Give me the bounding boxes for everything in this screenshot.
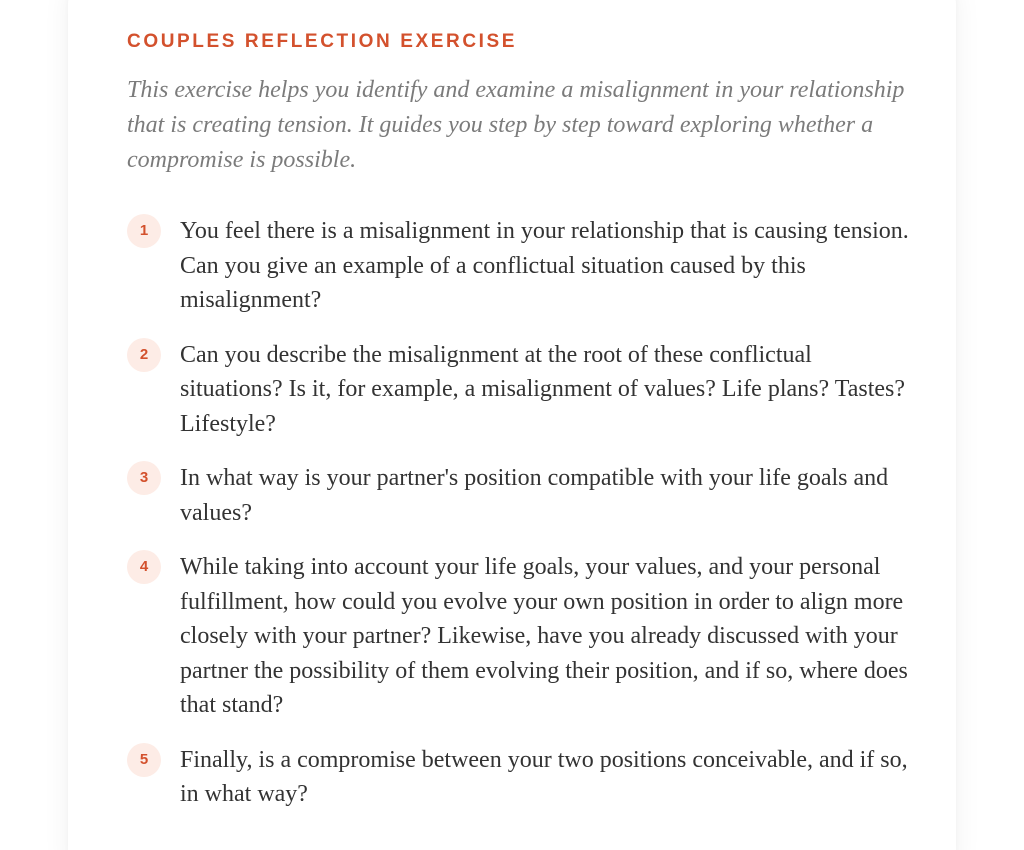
step-item: [127, 214, 917, 318]
step-number-badge: 3: [127, 461, 161, 495]
step-question: Can you describe the misalignment at the root of these conflictual situations? Is it, for example, a misalignment of values? Life plans? Tastes? Lifestyle?: [180, 341, 906, 437]
exercise-eyebrow: COUPLES REFLECTION EXERCISE: [127, 31, 518, 52]
step-question: In what way is your partner's position compatible with your life goals and values?: [180, 465, 889, 526]
step-item: [127, 550, 917, 723]
step-question: Finally, is a compromise between your two positions conceivable, and if so, in what way?: [180, 746, 908, 807]
exercise-intro: This exercise helps you identify and examine a misalignment in your relationship that is creating tension. It guides you step by step toward exploring whether a compromise is possible.: [127, 77, 905, 173]
step-item: [127, 338, 917, 442]
step-item: [127, 743, 917, 812]
steps-list: [127, 214, 917, 832]
step-number-badge: 4: [127, 550, 161, 584]
step-question: You feel there is a misalignment in your relationship that is causing tension. Can you give an example of a conflictual situation caused by this misalignment?: [180, 218, 909, 313]
step-item: [127, 461, 917, 530]
step-number-badge: 2: [127, 338, 161, 372]
step-number-badge: 1: [127, 214, 161, 248]
step-question: While taking into account your life goals, your values, and your personal fulfillment, how could you evolve your own position in order to align more closely with your partner? Likewise, have you already discussed with your partner the possibility of them evolving their position, and if so, where does that stand?: [180, 554, 908, 718]
step-number-badge: 5: [127, 743, 161, 777]
